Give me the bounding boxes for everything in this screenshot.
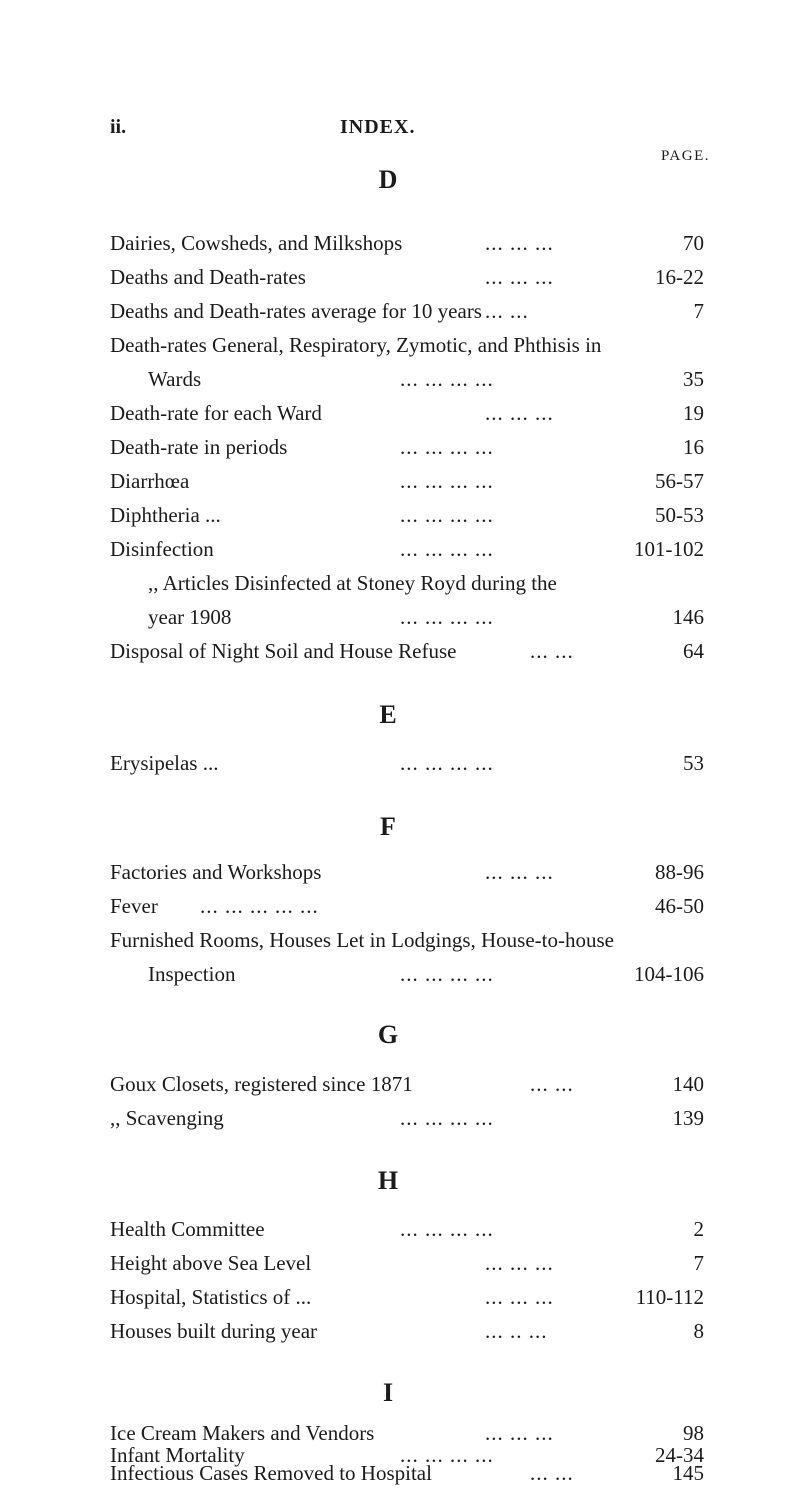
index-entry — [110, 602, 704, 632]
entry-page: 70 — [683, 231, 704, 255]
leader-dots: ... ... ... ... — [400, 469, 494, 493]
entry-page: 7 — [693, 1251, 704, 1275]
leader-dots: ... ... ... — [485, 401, 554, 425]
entry-page: 8 — [693, 1319, 704, 1343]
index-entry — [110, 500, 704, 530]
entry-label: Disposal of Night Soil and House Refuse — [110, 639, 457, 663]
index-entry — [110, 432, 704, 462]
index-entry — [110, 1316, 704, 1346]
index-entry — [110, 568, 704, 598]
entry-page: 64 — [683, 639, 704, 663]
entry-label: Diphtheria ... — [110, 503, 221, 527]
index-entry — [110, 636, 704, 666]
entry-page: 2 — [693, 1217, 704, 1241]
entry-page: 145 — [672, 1461, 704, 1485]
section-letter-d: D — [378, 165, 398, 194]
entry-label: Wards — [148, 367, 202, 391]
entry-page: 16 — [683, 435, 704, 459]
entry-page: 50-53 — [655, 503, 704, 527]
index-entry — [110, 398, 704, 428]
index-entry — [110, 1214, 704, 1244]
entry-page: 7 — [693, 299, 704, 323]
index-entry — [110, 959, 704, 989]
leader-dots: ... ... ... ... — [400, 605, 494, 629]
section-letter-g: G — [377, 1020, 399, 1049]
index-entry — [110, 1103, 704, 1133]
entry-page: 56-57 — [655, 469, 704, 493]
index-entry — [110, 262, 704, 292]
section-letter-f: F — [380, 812, 396, 841]
leader-dots: ... ... ... ... — [400, 537, 494, 561]
entry-label: Infectious Cases Removed to Hospital — [110, 1461, 432, 1485]
entry-label: Disinfection — [110, 537, 214, 561]
entry-page: 88-96 — [655, 860, 704, 884]
entry-label: Deaths and Death-rates average for 10 years — [110, 299, 482, 323]
entry-label: Death-rate in periods — [110, 435, 288, 459]
leader-dots: ... ... ... ... — [400, 367, 494, 391]
leader-dots: ... ... ... — [485, 231, 554, 255]
leader-dots: ... ... — [530, 639, 574, 663]
leader-dots: ... ... ... ... — [400, 1106, 494, 1130]
entry-page: 24-34 — [655, 1443, 704, 1467]
leader-dots: ... ... ... — [485, 265, 554, 289]
leader-dots: ... ... ... ... — [400, 503, 494, 527]
entry-label: ,, Scavenging — [110, 1106, 224, 1130]
entry-page: 19 — [683, 401, 704, 425]
index-entry — [110, 1248, 704, 1278]
entry-label: Death-rates General, Respiratory, Zymotic, and Phthisis in — [110, 333, 602, 357]
index-entry — [110, 296, 704, 326]
entry-page: 139 — [672, 1106, 704, 1130]
entry-page: 146 — [672, 605, 704, 629]
entry-label: Houses built during year — [110, 1319, 318, 1343]
index-entry — [110, 857, 704, 887]
section-letter-h: H — [377, 1166, 399, 1195]
entry-label: Furnished Rooms, Houses Let in Lodgings, House-to-house — [110, 928, 614, 952]
index-entry — [110, 891, 704, 921]
index-entry — [110, 228, 704, 258]
leader-dots: ... ... ... ... — [400, 1217, 494, 1241]
leader-dots: ... .. ... — [485, 1319, 548, 1343]
index-entry — [110, 748, 704, 778]
index-entry — [110, 1069, 704, 1099]
entry-label: Death-rate for each Ward — [110, 401, 322, 425]
entry-label: Deaths and Death-rates — [110, 265, 306, 289]
leader-dots: ... ... — [530, 1072, 574, 1096]
leader-dots: ... ... ... ... ... — [200, 894, 319, 918]
index-entry — [110, 364, 704, 394]
entry-label: Factories and Workshops — [110, 860, 322, 884]
index-entry — [110, 1282, 704, 1312]
entry-page: 110-112 — [635, 1285, 704, 1309]
leader-dots: ... ... ... ... — [400, 962, 494, 986]
index-entry — [110, 1458, 704, 1488]
entry-label: Health Committee — [110, 1217, 265, 1241]
entry-label: Diarrhœa — [110, 469, 190, 493]
entry-label: Inspection — [148, 962, 236, 986]
entry-label: Hospital, Statistics of ... — [110, 1285, 312, 1309]
running-head: INDEX. — [340, 116, 416, 138]
leader-dots: ... ... ... — [485, 1285, 554, 1309]
entry-label: year 1908 — [148, 605, 232, 629]
leader-dots: ... ... ... ... — [400, 1443, 494, 1467]
entry-label: Dairies, Cowsheds, and Milkshops — [110, 231, 403, 255]
entry-label: ,, Articles Disinfected at Stoney Royd during the — [148, 571, 557, 595]
leader-dots: ... ... ... — [485, 1251, 554, 1275]
section-letter-e: E — [379, 700, 397, 729]
entry-page: 140 — [672, 1072, 704, 1096]
page-number: ii. — [110, 116, 127, 138]
leader-dots: ... ... ... ... — [400, 435, 494, 459]
leader-dots: ... ... — [530, 1461, 574, 1485]
index-entry — [110, 466, 704, 496]
entry-page: 53 — [683, 751, 704, 775]
leader-dots: ... ... ... — [485, 1421, 554, 1445]
entry-label: Goux Closets, registered since 1871 — [110, 1072, 413, 1096]
leader-dots: ... ... ... — [485, 860, 554, 884]
entry-label: Infant Mortality — [110, 1443, 245, 1467]
leader-dots: ... ... ... ... — [400, 751, 494, 775]
entry-label: Ice Cream Makers and Vendors — [110, 1421, 375, 1445]
index-entry — [110, 534, 704, 564]
index-entry — [110, 925, 704, 955]
entry-page: 101-102 — [634, 537, 704, 561]
entry-page: 35 — [683, 367, 704, 391]
section-letter-i: I — [382, 1378, 394, 1407]
entry-page: 104-106 — [634, 962, 704, 986]
index-entry — [110, 330, 704, 360]
entry-page: 98 — [683, 1421, 704, 1445]
page-column-label: PAGE. — [660, 148, 710, 164]
leader-dots: ... ... — [485, 299, 529, 323]
entry-page: 16-22 — [655, 265, 704, 289]
entry-page: 46-50 — [655, 894, 704, 918]
entry-label: Fever — [110, 894, 158, 918]
entry-label: Height above Sea Level — [110, 1251, 312, 1275]
entry-label: Erysipelas ... — [110, 751, 219, 775]
